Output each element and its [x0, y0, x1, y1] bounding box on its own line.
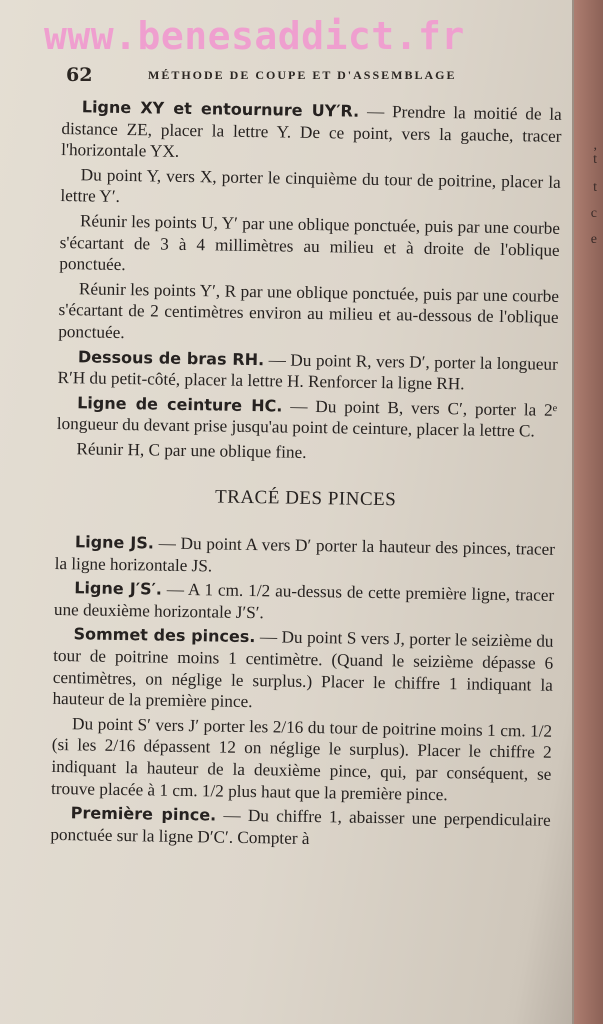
paragraph — [59, 210, 560, 283]
paragraph-text: Réunir les points U, Y′ par une oblique ponctuée, puis par une courbe s'écartant de 3 à 4 millimètres au milieu et à droite de l'oblique ponctuée. — [59, 211, 561, 275]
paragraph-ligne-xy — [61, 96, 562, 169]
paragraph-text: Réunir les points Y′, R par une oblique ponctuée, puis par une courbe s'écartant de 2 centimètres environ au milieu et au-dessous de l'oblique ponctuée. — [58, 279, 560, 342]
paragraph — [58, 278, 559, 351]
spine-mark: t — [593, 152, 597, 167]
watermark-url: www.benesaddict.fr — [44, 14, 465, 58]
paragraph-dessous-de-bras — [57, 346, 558, 397]
paragraph-ligne-j-s-prime — [54, 577, 555, 628]
paragraph-lead: Ligne XY et entournure UY′R. — [81, 97, 360, 121]
paragraph-ligne-de-ceinture — [57, 392, 558, 443]
spine-mark: e — [590, 232, 597, 247]
paragraph-text: — Du point B, vers C′, porter la 2ᵉ longueur du devant prise jusqu'au point de ceinture, placer la lettre C. — [56, 396, 558, 441]
paragraph-premiere-pince — [50, 802, 551, 853]
paragraph-text: Réunir H, C par une oblique fine. — [76, 439, 307, 462]
paragraph-lead: Ligne JS. — [74, 532, 155, 553]
paragraph-ligne-js — [54, 531, 555, 582]
paragraph — [51, 713, 552, 807]
paragraph-text: — Du point A vers D′ porter la hauteur des pinces, tracer la ligne horizontale JS. — [54, 533, 556, 576]
page-number: 62 — [66, 64, 93, 86]
paragraph-lead: Première pince. — [70, 803, 217, 825]
paragraph-text: — Du point R, vers D′, porter la longueur R′H du petit-côté, placer la lettre H. Renforcer la ligne RH. — [57, 349, 559, 394]
running-title: MÉTHODE DE COUPE ET D'ASSEMBLAGE — [148, 68, 457, 82]
paragraph-lead: Ligne J′S′. — [74, 578, 163, 599]
paragraph-lead: Ligne de ceinture HC. — [77, 392, 283, 416]
paragraph-text: — A 1 cm. 1/2 au-dessus de cette première ligne, tracer une deuxième horizontale J′S′. — [53, 579, 555, 623]
spine-mark: c — [590, 206, 597, 221]
spine-mark: , — [593, 138, 597, 153]
paragraph — [60, 164, 561, 215]
paragraph-text: Du point Y, vers X, porter le cinquième du tour de poitrine, placer la lettre Y′. — [60, 165, 561, 207]
page-body — [50, 96, 562, 856]
spine-mark: t — [593, 180, 597, 195]
paragraph-sommet-des-pinces — [52, 623, 553, 717]
paragraph-text: — Du chiffre 1, abaisser une perpendiculaire ponctuée sur la ligne D′C′. Compter à — [50, 805, 551, 848]
running-head — [66, 64, 536, 88]
paragraph-lead: Sommet des pinces. — [73, 624, 256, 647]
paragraph-text: — Prendre la moitié de la distance ZE, placer la lettre Y. De ce point, vers la gauche, tracer l'horizontale YX. — [61, 101, 562, 162]
paragraph-text: — Du point S vers J, porter le seizième du tour de poitrine moins 1 centimètre. (Quand le seizième dépasse 6 centimètres, on néglige le surplus.) Placer le chiffre 1 indiquant la hauteur de la première pince. — [52, 627, 554, 712]
paragraph-text: Du point S′ vers J′ porter les 2/16 du tour de poitrine moins 1 cm. 1/2 (si les 2/16 dépassent 12 on néglige le surplus). Placer le chiffre 2 indiquant la hauteur de la deuxième pince, qui, par conséquent, se trouve placée à 1 cm. 1/2 plus haut que la première pince. — [50, 714, 553, 804]
paragraph-lead: Dessous de bras RH. — [77, 346, 265, 369]
section-title: TRACÉ DES PINCES — [214, 485, 397, 510]
paragraph — [56, 438, 556, 467]
